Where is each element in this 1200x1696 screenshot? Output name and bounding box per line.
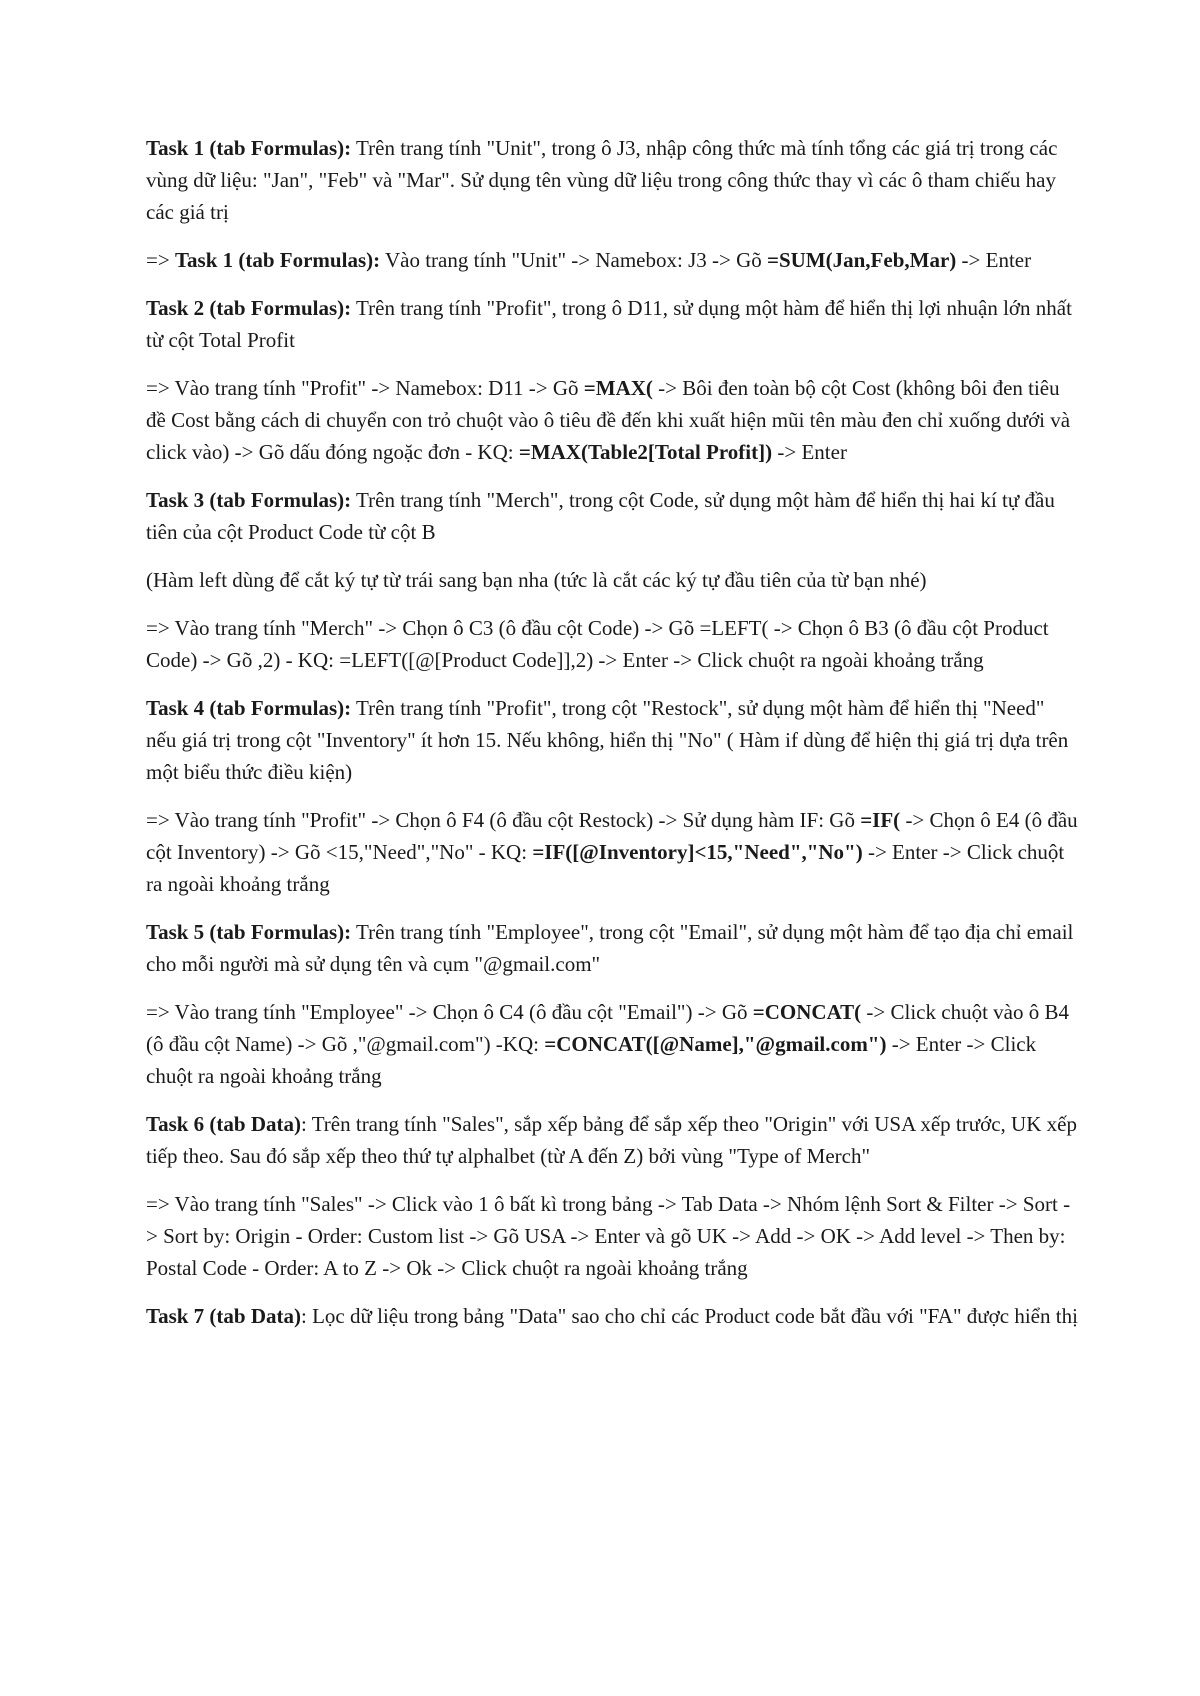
text-run: => Vào trang tính "Profit" -> Namebox: D11 -> Gõ [146, 376, 584, 400]
text-run: => Vào trang tính "Employee" -> Chọn ô C4 (ô đầu cột "Email") -> Gõ [146, 1000, 753, 1024]
bold-text: =IF([@Inventory]<15,"Need","No") [532, 840, 863, 864]
paragraph [146, 996, 1080, 1092]
bold-text: Task 2 (tab Formulas): [146, 296, 352, 320]
bold-text: =MAX( [583, 376, 653, 400]
paragraph [146, 1300, 1080, 1332]
document-body [146, 132, 1080, 1332]
bold-text: Task 3 (tab Formulas): [146, 488, 352, 512]
text-run: -> Chọn ô E4 (ô đầu cột Inventory) -> Gõ <15,"Need","No" - KQ: [146, 808, 1078, 864]
text-run: -> Bôi đen toàn bộ cột Cost (không bôi đen tiêu đề Cost bằng cách di chuyển con trỏ chuột vào ô tiêu đề đến khi xuất hiện mũi tên màu đen chỉ xuống dưới và click vào) -> Gõ dấu đóng ngoặc đơn - KQ: [146, 376, 1071, 464]
text-run: -> Click chuột vào ô B4 (ô đầu cột Name) -> Gõ ,"@gmail.com") -KQ: [146, 1000, 1069, 1056]
text-run: -> Enter [956, 248, 1032, 272]
text-run: => [146, 248, 175, 272]
paragraph [146, 132, 1080, 228]
paragraph [146, 564, 1080, 596]
text-run: Trên trang tính "Profit", trong cột "Restock", sử dụng một hàm để hiển thị "Need" nếu giá trị trong cột "Inventory" ít hơn 15. Nếu không, hiển thị "No" ( Hàm if dùng để hiện thị giá trị dựa trên một biểu thức điều kiện) [146, 696, 1069, 784]
bold-text: =CONCAT( [752, 1000, 862, 1024]
paragraph [146, 612, 1080, 676]
text-run: Trên trang tính "Profit", trong ô D11, sử dụng một hàm để hiển thị lợi nhuận lớn nhất từ cột Total Profit [146, 296, 1072, 352]
text-run: => Vào trang tính "Merch" -> Chọn ô C3 (ô đầu cột Code) -> Gõ =LEFT( -> Chọn ô B3 (ô đầu cột Product Code) -> Gõ ,2) - KQ: =LEFT([@[Product Code]],2) -> Enter -> Click chuột ra ngoài khoảng trắng [146, 616, 1049, 672]
text-run: Vào trang tính "Unit" -> Namebox: J3 -> Gõ [380, 248, 767, 272]
text-run: : Trên trang tính "Sales", sắp xếp bảng để sắp xếp theo "Origin" với USA xếp trước, UK xếp tiếp theo. Sau đó sắp xếp theo thứ tự alphalbet (từ A đến Z) bởi vùng "Type of Merch" [146, 1112, 1077, 1168]
text-run: -> Enter [772, 440, 847, 464]
bold-text: =SUM(Jan,Feb,Mar) [767, 248, 957, 272]
paragraph [146, 484, 1080, 548]
bold-text: Task 7 (tab Data) [146, 1304, 301, 1328]
bold-text: Task 1 (tab Formulas): [174, 248, 381, 272]
bold-text: Task 5 (tab Formulas): [146, 920, 352, 944]
bold-text: Task 1 (tab Formulas): [146, 136, 352, 160]
paragraph [146, 1188, 1080, 1284]
text-run: -> Enter -> Click chuột ra ngoài khoảng trắng [146, 1032, 1037, 1088]
text-run: => Vào trang tính "Sales" -> Click vào 1 ô bất kì trong bảng -> Tab Data -> Nhóm lệnh Sort & Filter -> Sort -> Sort by: Origin - Order: Custom list -> Gõ USA -> Enter và gõ UK -> Add -> OK -> Add level -> Then by: Postal Code - Order: A to Z -> Ok -> Click chuột ra ngoài khoảng trắng [146, 1192, 1071, 1280]
text-run: : Lọc dữ liệu trong bảng "Data" sao cho chỉ các Product code bắt đầu với "FA" được hiển thị [301, 1304, 1078, 1328]
bold-text: Task 6 (tab Data) [146, 1112, 301, 1136]
text-run: -> Enter -> Click chuột ra ngoài khoảng trắng [146, 840, 1065, 896]
paragraph [146, 292, 1080, 356]
text-run: Trên trang tính "Merch", trong cột Code, sử dụng một hàm để hiển thị hai kí tự đầu tiên của cột Product Code từ cột B [146, 488, 1055, 544]
text-run: Trên trang tính "Employee", trong cột "Email", sử dụng một hàm để tạo địa chỉ email cho mỗi người mà sử dụng tên và cụm "@gmail.com" [146, 920, 1074, 976]
paragraph [146, 1108, 1080, 1172]
paragraph [146, 244, 1080, 276]
bold-text: =CONCAT([@Name],"@gmail.com") [544, 1032, 887, 1056]
paragraph [146, 916, 1080, 980]
text-run: Trên trang tính "Unit", trong ô J3, nhập công thức mà tính tổng các giá trị trong các vùng dữ liệu: "Jan", "Feb" và "Mar". Sử dụng tên vùng dữ liệu trong công thức thay vì các ô tham chiếu hay các giá trị [146, 136, 1058, 224]
bold-text: Task 4 (tab Formulas): [146, 696, 352, 720]
paragraph [146, 372, 1080, 468]
paragraph [146, 692, 1080, 788]
text-run: (Hàm left dùng để cắt ký tự từ trái sang bạn nha (tức là cắt các ký tự đầu tiên của từ bạn nhé) [146, 568, 927, 592]
text-run: => Vào trang tính "Profit" -> Chọn ô F4 (ô đầu cột Restock) -> Sử dụng hàm IF: Gõ [146, 808, 861, 832]
paragraph [146, 804, 1080, 900]
bold-text: =MAX(Table2[Total Profit]) [518, 440, 773, 464]
bold-text: =IF( [860, 808, 901, 832]
